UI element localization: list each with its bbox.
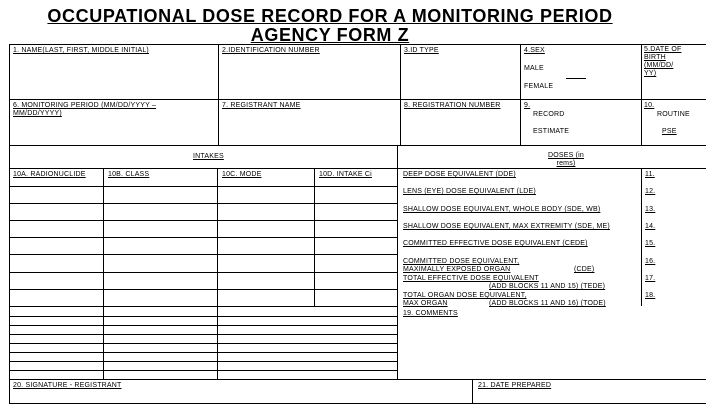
sde-me-number[interactable]: 14. [645, 223, 656, 230]
record-option[interactable]: RECORD [533, 111, 565, 118]
rule [472, 379, 473, 403]
rule [9, 220, 397, 221]
rule [9, 44, 10, 403]
signature-field[interactable]: 20. SIGNATURE - REGISTRANT [13, 382, 122, 389]
doses-heading: DOSES (in rems) [547, 152, 585, 167]
rule [520, 44, 521, 145]
routine-option[interactable]: ROUTINE [657, 111, 690, 118]
tede-number[interactable]: 17. [645, 275, 656, 282]
rule [9, 361, 397, 362]
rule [400, 44, 401, 145]
sex-male-option[interactable]: MALE [524, 65, 544, 72]
id-number-field[interactable]: 2.IDENTIFICATION NUMBER [222, 47, 320, 54]
registrant-name-field[interactable]: 7. REGISTRANT NAME [222, 102, 301, 109]
rule [9, 272, 397, 273]
cede-number[interactable]: 15. [645, 240, 656, 247]
rule [9, 237, 397, 238]
male-blank[interactable] [566, 78, 586, 79]
sde-wb-number[interactable]: 13. [645, 206, 656, 213]
rule [641, 44, 642, 145]
cede-label: COMMITTED EFFECTIVE DOSE EQUIVALENT (CEDE) [403, 240, 588, 247]
form-subtitle: AGENCY FORM Z [250, 25, 410, 45]
name-field[interactable]: 1. NAME(LAST, FIRST, MIDDLE INITIAL) [13, 47, 149, 54]
class-column-header: 10B. CLASS [108, 171, 150, 178]
date-prepared-field[interactable]: 21. DATE PREPARED [478, 382, 552, 389]
rule [9, 403, 706, 404]
rule [9, 145, 706, 146]
tode-number[interactable]: 18. [645, 292, 656, 299]
intakes-heading: INTAKES [193, 153, 224, 160]
rule [9, 168, 706, 169]
mode-column-header: 10C. MODE [222, 171, 262, 178]
rule [9, 370, 397, 371]
rule [314, 168, 315, 306]
sex-female-option[interactable]: FEMALE [524, 83, 554, 90]
dde-label: DEEP DOSE EQUIVALENT (DDE) [403, 171, 516, 178]
cde-number[interactable]: 16. [645, 258, 656, 265]
sde-me-label: SHALLOW DOSE EQUIVALENT, MAX EXTREMITY (SDE, ME) [403, 223, 610, 230]
rule [9, 379, 706, 380]
registration-number-field[interactable]: 8. REGISTRATION NUMBER [404, 102, 501, 109]
id-type-field[interactable]: 3.ID TYPE [404, 47, 439, 54]
cde-abbrev: (CDE) [574, 266, 595, 273]
rule [218, 44, 219, 145]
cde-label: COMMITTED DOSE EQUIVALENT, [403, 258, 520, 265]
tode-organ-label: MAX ORGAN [403, 300, 448, 307]
cde-organ-label: MAXIMALLY EXPOSED ORGAN [403, 266, 511, 273]
rule [9, 352, 397, 353]
dde-number[interactable]: 11. [645, 171, 655, 178]
rule [103, 168, 104, 379]
exposure-type-number: 10. [644, 102, 655, 109]
comments-field[interactable]: 19. COMMENTS [403, 310, 458, 317]
tode-label: TOTAL ORGAN DOSE EQUIVALENT, [403, 292, 527, 299]
rule [9, 334, 397, 335]
lde-label: LENS (EYE) DOSE EQUIVALENT (LDE) [403, 188, 536, 195]
rule [9, 99, 706, 100]
pse-option[interactable]: PSE [662, 128, 677, 135]
radionuclide-column-header: 10A. RADIONUCLIDE [13, 171, 86, 178]
tede-formula: (ADD BLOCKS 11 AND 15) (TEDE) [489, 283, 606, 290]
sde-wb-label: SHALLOW DOSE EQUIVALENT, WHOLE BODY (SDE, WB) [403, 206, 601, 213]
rule [9, 289, 397, 290]
rule [9, 316, 397, 317]
date-of-birth-field[interactable]: 5.DATE OF BIRTH (MM/DD/ YY) [644, 46, 682, 77]
tode-formula: (ADD BLOCKS 11 AND 16) (TODE) [489, 300, 606, 307]
estimate-option[interactable]: ESTIMATE [533, 128, 570, 135]
rule [9, 203, 397, 204]
intake-column-header: 10D. INTAKE Ci [319, 171, 372, 178]
rule [9, 254, 397, 255]
rule [9, 44, 706, 45]
sex-field: 4.SEX [524, 47, 545, 54]
rule [217, 168, 218, 379]
tede-label: TOTAL EFFECTIVE DOSE EQUIVALENT [403, 275, 539, 282]
form-title: OCCUPATIONAL DOSE RECORD FOR A MONITORING PERIOD [47, 6, 613, 26]
rule [397, 145, 398, 379]
lde-number[interactable]: 12. [645, 188, 656, 195]
record-type-number: 9. [524, 102, 531, 109]
rule [641, 168, 642, 306]
monitoring-period-field[interactable]: 6. MONITORING PERIOD (MM/DD/YYYY – MM/DD/YYYY) [13, 102, 157, 117]
rule [9, 343, 397, 344]
rule [9, 306, 397, 307]
rule [9, 186, 397, 187]
female-blank[interactable] [566, 99, 586, 100]
rule [9, 325, 397, 326]
